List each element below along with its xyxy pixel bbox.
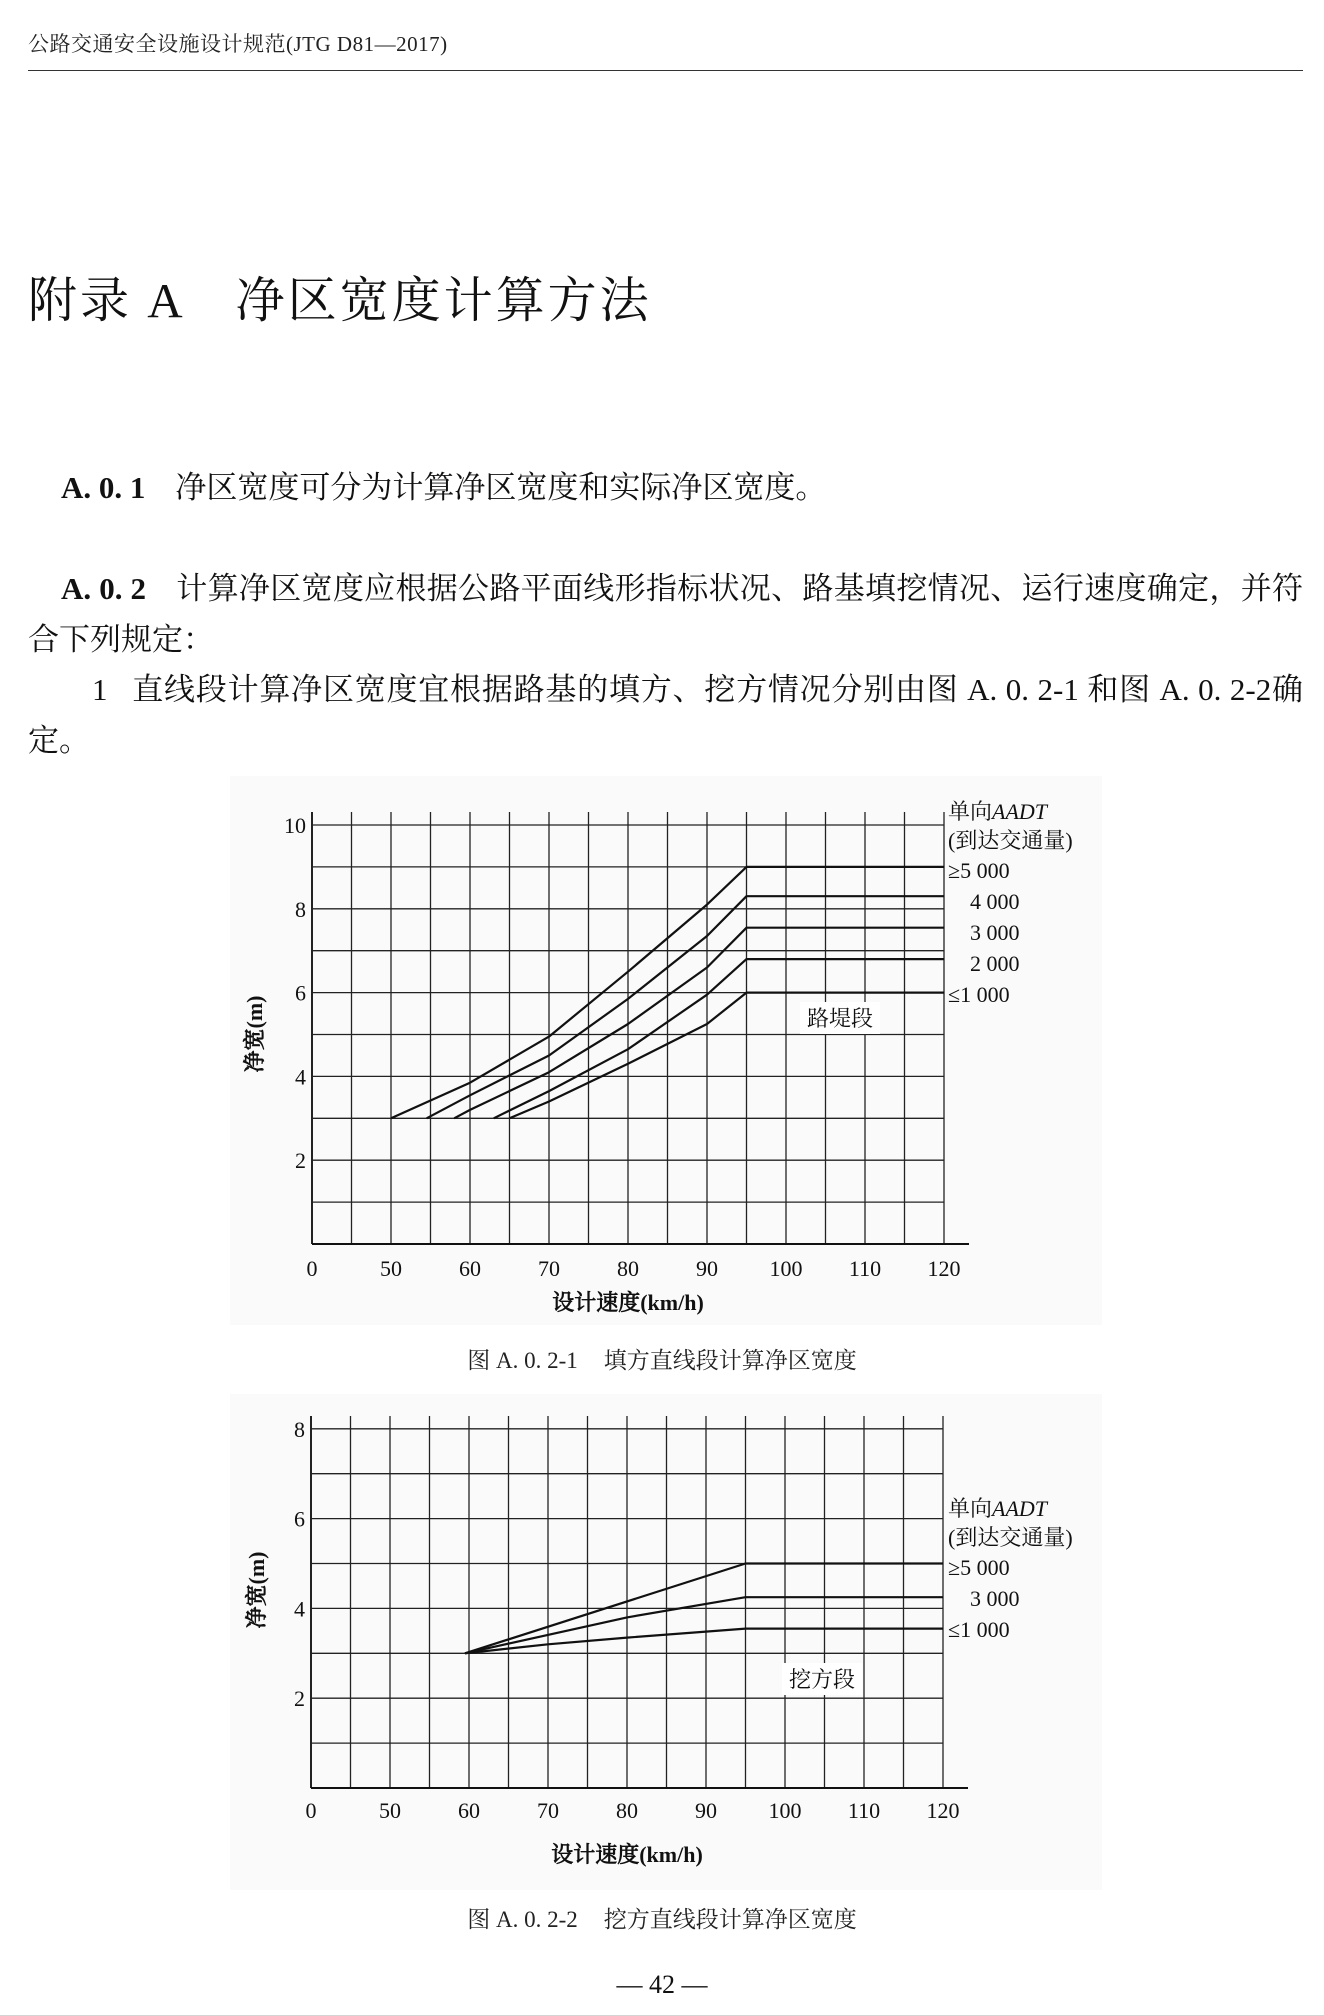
legend-title: [948, 1496, 1049, 1521]
x-axis-label: 设计速度(km/h): [551, 1842, 703, 1867]
item-text: 直线段计算净区宽度宜根据路基的填方、挖方情况分别由图 A. 0. 2-1 和图 A. 0. 2-2确定。: [28, 672, 1303, 758]
x-tick-label: 70: [537, 1798, 559, 1823]
caption-number: 图 A. 0. 2-1: [467, 1348, 578, 1373]
page-number: — 42 —: [616, 1970, 708, 1999]
caption-number: 图 A. 0. 2-2: [467, 1907, 578, 1932]
clause-label: A. 0. 1: [61, 470, 146, 505]
series-line-3: [494, 959, 944, 1118]
legend-title: [948, 799, 1049, 824]
y-tick-label: 6: [295, 980, 306, 1006]
x-tick-label: 110: [847, 1798, 881, 1823]
y-tick-label: 4: [295, 1064, 306, 1090]
x-tick-label: 0: [306, 1256, 318, 1281]
legend-title-aadt: AADT: [992, 1496, 1048, 1521]
x-tick-label: 110: [848, 1256, 882, 1281]
caption-text: 挖方直线段计算净区宽度: [603, 1907, 857, 1932]
appendix-title-text: 净区宽度计算方法: [235, 273, 652, 328]
legend-title-prefix: 单向: [948, 1496, 993, 1521]
y-axis-label: 净宽(m): [242, 995, 267, 1073]
legend-title-aadt: AADT: [992, 799, 1048, 824]
x-tick-label: 60: [459, 1256, 481, 1281]
x-tick-label: 50: [379, 1798, 401, 1823]
legend-entry: ≤1 000: [948, 1617, 1010, 1642]
x-tick-label: 120: [926, 1798, 960, 1823]
clause-text: 净区宽度可分为计算净区宽度和实际净区宽度。: [175, 470, 827, 505]
x-tick-label: 50: [380, 1256, 402, 1281]
legend-entry: 2 000: [970, 951, 1020, 976]
x-tick-label: 0: [305, 1798, 317, 1823]
legend-entry: ≤1 000: [948, 982, 1010, 1007]
legend-entry: ≥5 000: [948, 858, 1010, 883]
x-axis-label: 设计速度(km/h): [552, 1290, 704, 1315]
y-tick-label: 8: [294, 1416, 305, 1442]
legend-subtitle: (到达交通量): [948, 1525, 1073, 1550]
caption-text: 填方直线段计算净区宽度: [603, 1348, 857, 1373]
legend-entry: 4 000: [970, 889, 1020, 914]
x-tick-label: 90: [696, 1256, 718, 1281]
x-tick-label: 70: [538, 1256, 560, 1281]
x-tick-label: 120: [927, 1256, 961, 1281]
y-tick-label: 2: [294, 1686, 305, 1712]
section-type-annotation: 挖方段: [788, 1667, 856, 1692]
figure-1-caption: [0, 1342, 1324, 1375]
legend-subtitle: (到达交通量): [948, 828, 1073, 853]
x-tick-label: 60: [458, 1798, 480, 1823]
clause-text: 计算净区宽度应根据公路平面线形指标状况、路基填挖情况、运行速度确定，并符合下列规定：: [28, 571, 1303, 657]
x-tick-label: 80: [617, 1256, 639, 1281]
legend-entry: 3 000: [970, 1586, 1020, 1611]
clause-label: A. 0. 2: [61, 571, 146, 606]
y-tick-label: 2: [295, 1148, 306, 1174]
appendix-label: 附录 A: [28, 273, 186, 328]
y-axis-label: 净宽(m): [244, 1551, 269, 1629]
x-tick-label: 100: [769, 1256, 803, 1281]
y-tick-label: 4: [294, 1596, 305, 1622]
x-tick-label: 90: [695, 1798, 717, 1823]
legend-entry: ≥5 000: [948, 1555, 1010, 1580]
y-tick-label: 6: [294, 1506, 305, 1532]
x-tick-label: 100: [768, 1798, 802, 1823]
running-header: 公路交通安全设施设计规范(JTG D81—2017): [28, 32, 448, 56]
y-tick-label: 10: [284, 813, 306, 838]
y-tick-label: 8: [295, 896, 306, 922]
series-line-2: [465, 1629, 943, 1654]
legend-entry: 3 000: [970, 920, 1020, 945]
x-tick-label: 80: [616, 1798, 638, 1823]
section-type-annotation: 路堤段: [806, 1006, 874, 1031]
figure-2-caption: [0, 1901, 1324, 1934]
legend-title-prefix: 单向: [948, 799, 993, 824]
item-number: 1: [92, 672, 108, 707]
